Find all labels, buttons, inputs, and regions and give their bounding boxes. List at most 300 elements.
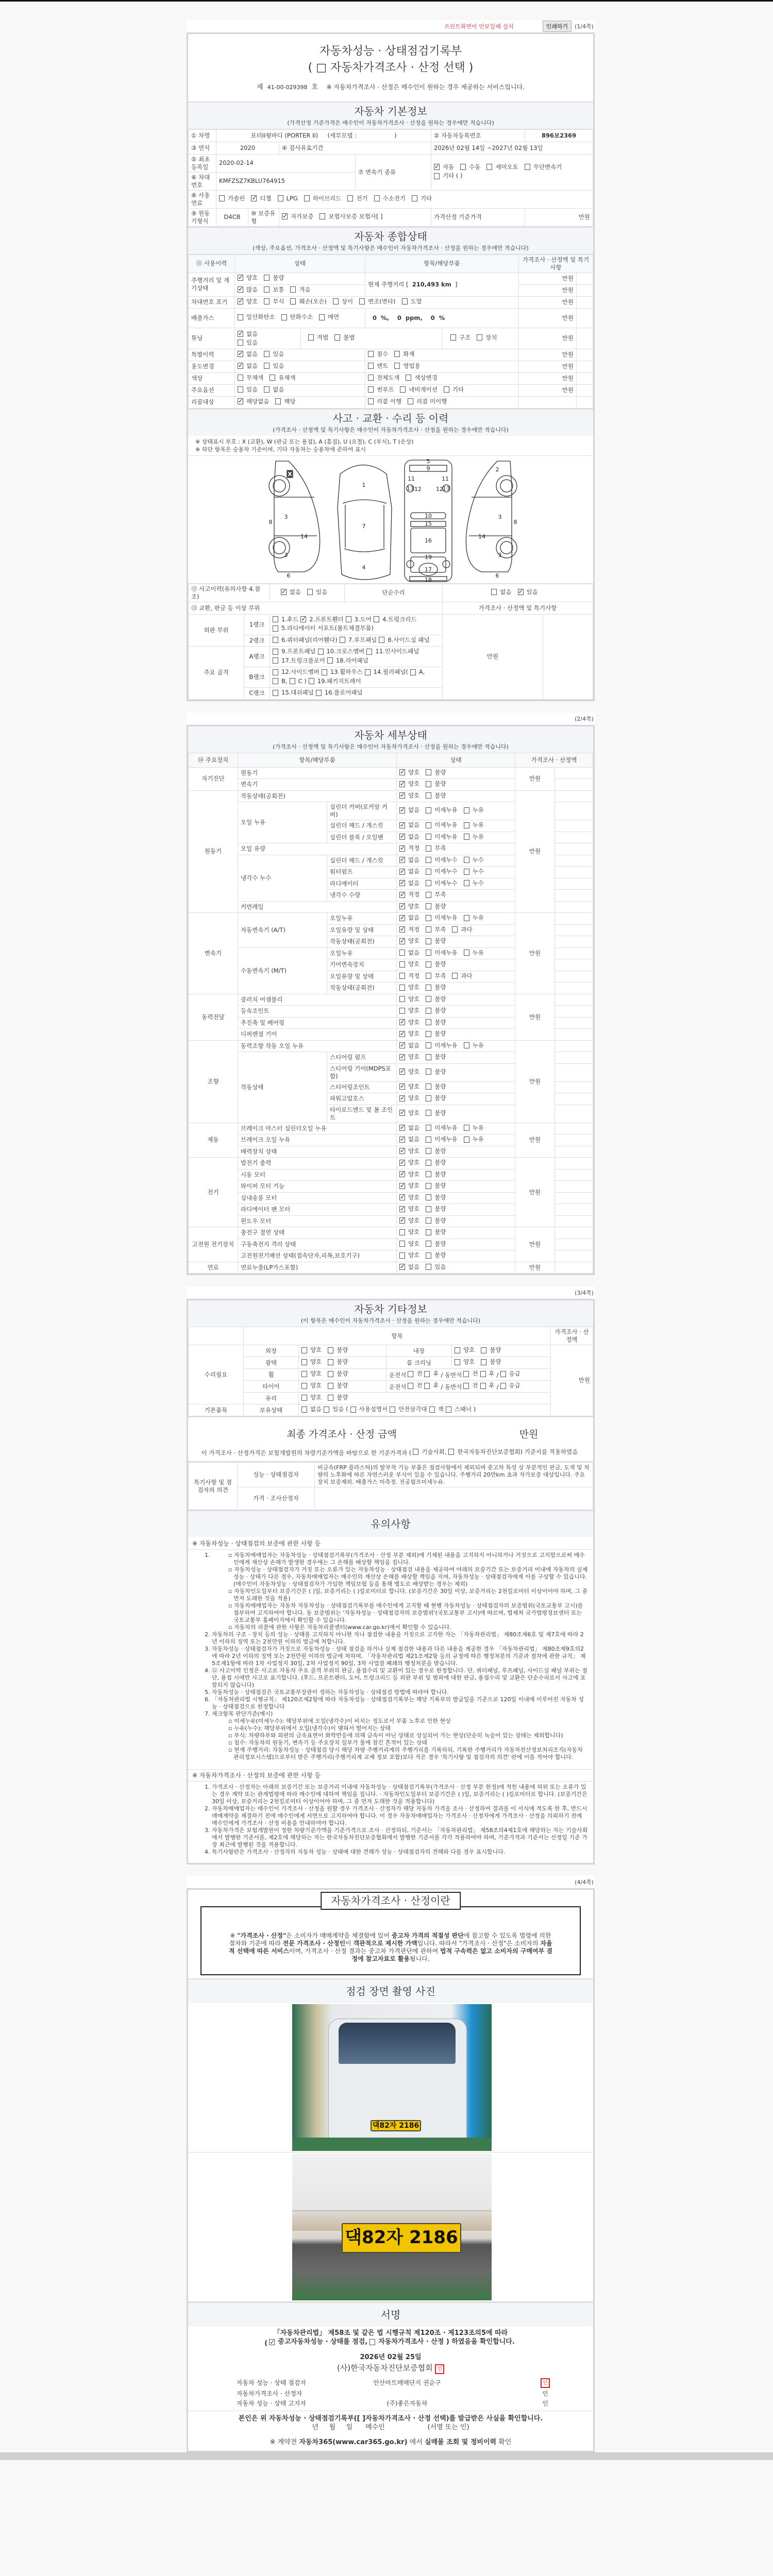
- unchecked-box-icon: [368, 363, 374, 369]
- row-label: 주행거리 및 계기상태: [189, 273, 235, 296]
- unchecked-box-icon: [328, 1347, 333, 1353]
- unchecked-box-icon: [308, 334, 314, 341]
- car-name: 포터II윙바디 (PORTER II) (세부모델 : ): [216, 129, 431, 142]
- unchecked-box-icon: [410, 669, 416, 675]
- unchecked-box-icon: [408, 1371, 413, 1377]
- option-label: 불량: [337, 1394, 348, 1401]
- price-cell: [555, 867, 593, 878]
- option-label: 양호: [463, 1346, 475, 1354]
- unchecked-box-icon: [328, 1383, 333, 1389]
- option-checkbox: [264, 350, 284, 358]
- sub-item-label: 오일유량 및 상태: [327, 924, 397, 936]
- unchecked-box-icon: [426, 892, 431, 898]
- option-checkbox: [365, 668, 408, 676]
- option-checkbox: [399, 984, 419, 991]
- option-checkbox: [273, 668, 320, 676]
- part-number-label: 3: [498, 551, 502, 558]
- checked-box-icon: [238, 331, 243, 337]
- unchecked-box-icon: [481, 1347, 486, 1353]
- sub-item-label: 워터펌프: [327, 867, 397, 878]
- signer-row: [188, 2389, 593, 2399]
- option-label: 보통: [273, 285, 284, 293]
- status-options: [397, 1006, 515, 1018]
- item-options: [365, 361, 519, 372]
- unchecked-box-icon: [290, 678, 295, 684]
- page-3: [187, 1286, 595, 1865]
- page-1: [187, 20, 595, 701]
- price-unit: 만원: [519, 349, 577, 361]
- option-checkbox: [464, 1042, 484, 1049]
- unchecked-box-icon: [319, 314, 325, 320]
- option-checkbox: [399, 914, 419, 922]
- part-number-label: 8: [268, 518, 273, 526]
- option-label: 양호: [408, 1067, 420, 1075]
- status-options: [397, 913, 515, 925]
- price-cell: [555, 1192, 593, 1204]
- option-label: 불량: [434, 1067, 446, 1075]
- signature-statement: [188, 2327, 593, 2374]
- unchecked-box-icon: [464, 834, 469, 840]
- option-label: 탄화수소: [290, 313, 313, 321]
- section-subtitle: (가격조사 · 산정액 및 특기사항은 매수인이 자동차가격조사 · 산정을 원하는 경우에만 적습니다): [273, 426, 509, 433]
- option-checkbox: [446, 1405, 476, 1413]
- unchecked-box-icon: [301, 1371, 307, 1377]
- status-options: [397, 1262, 515, 1274]
- record-number: 41-00-029398: [267, 84, 308, 91]
- label: ⑩ 보증유형: [248, 208, 279, 226]
- group-label: 외판 부위: [189, 614, 244, 647]
- option-label: 10.크로스멤버: [326, 648, 365, 655]
- option-checkbox: [399, 960, 419, 968]
- label: 가격산정 기준가격: [431, 208, 525, 226]
- unchecked-box-icon: [368, 398, 374, 404]
- option-label: 적정: [408, 844, 420, 852]
- option-label: 불량: [434, 1053, 446, 1060]
- checked-box-icon: [399, 1125, 405, 1131]
- notice-item: [212, 1667, 588, 1689]
- unchecked-box-icon: [394, 351, 400, 357]
- option-label: 불량: [434, 780, 446, 787]
- option-checkbox: [304, 195, 342, 202]
- option-label: 누유: [472, 948, 484, 956]
- option-label: 불량: [434, 1082, 446, 1090]
- option-label: 누유: [472, 1124, 484, 1131]
- price-cell: [555, 994, 593, 1006]
- unchecked-box-icon: [455, 1347, 460, 1353]
- checked-box-icon: [238, 298, 243, 304]
- unchecked-box-icon: [238, 375, 243, 381]
- option-label: 전: [472, 1370, 478, 1378]
- option-label: 불량: [434, 1147, 446, 1155]
- row-label: 특별이력: [189, 349, 235, 361]
- option-label: 양호: [408, 937, 420, 944]
- unchecked-box-icon: [273, 616, 278, 622]
- status-options: [235, 308, 365, 328]
- option-checkbox: [426, 879, 457, 887]
- section-title: 점검 장면 촬영 사진: [346, 1985, 435, 1997]
- option-label: 불량: [434, 1094, 446, 1101]
- option-label: 불량: [337, 1358, 348, 1366]
- option-label: 불량: [434, 791, 446, 799]
- item-label: 휠: [244, 1369, 299, 1381]
- sub-item-label: 실린더 헤드 / 개스킷: [327, 820, 397, 832]
- option-label: 없음: [408, 1263, 420, 1270]
- section-subtitle: (이 항목은 매수인이 자동차가격조사 · 산정을 원하는 경우에만 적습니다): [300, 1317, 481, 1324]
- part-number-label: 9: [426, 465, 430, 472]
- signers-table: [188, 2377, 593, 2409]
- checked-box-icon: [399, 845, 405, 852]
- unchecked-box-icon: [426, 1241, 431, 1247]
- price-unit: 만원: [515, 1262, 555, 1274]
- option-label: 불량: [434, 1030, 446, 1037]
- col-header: ⑭ 주요장치: [189, 753, 238, 767]
- option-label: 적음: [299, 285, 311, 293]
- car365-link[interactable]: 자동차365(www.car365.go.kr): [299, 2438, 408, 2446]
- checked-box-icon: [518, 589, 524, 595]
- option-checkbox: [328, 1370, 348, 1378]
- option-checkbox: [273, 624, 374, 632]
- option-checkbox: [264, 286, 284, 294]
- sub-item-label: 실린더 헤드 / 개스킷: [327, 855, 397, 867]
- section-title: 유의사항: [371, 1518, 411, 1530]
- status-options: [397, 1158, 515, 1170]
- option-label: 리콜 미이행: [416, 397, 447, 405]
- label: ⑨ 원동기형식: [189, 208, 216, 226]
- unchecked-box-icon: [426, 769, 431, 775]
- option-label: 전: [416, 1370, 423, 1378]
- item-label: 충전구 절연 상태: [238, 1227, 397, 1239]
- notice-item: [212, 1849, 588, 1856]
- option-checkbox: [399, 1042, 419, 1049]
- status-options: [397, 1227, 515, 1239]
- option-prefix: (: [264, 2339, 268, 2347]
- checked-box-icon: [399, 781, 405, 787]
- option-checkbox: [301, 1405, 322, 1413]
- option-label: 스패너 ): [454, 1405, 476, 1413]
- option-label: 불법: [343, 333, 355, 341]
- unchecked-box-icon: [426, 792, 431, 799]
- checked-box-icon: [399, 915, 405, 921]
- option-label: 기타: [421, 194, 432, 202]
- unchecked-box-icon: [463, 1383, 469, 1389]
- option-prefix: /: [496, 1383, 499, 1391]
- row-label: 수리필요: [189, 1345, 244, 1404]
- unchecked-box-icon: [399, 1241, 405, 1247]
- option-label: 양호: [408, 1082, 420, 1090]
- item-label: 고전원전기배선 상태(접속단자,피복,보호기구): [238, 1250, 397, 1262]
- option-checkbox: [368, 386, 394, 394]
- option-checkbox: [238, 339, 298, 347]
- option-prefix: 이 가격조사 · 산정가격은 보험개발원의 차량기준가액을 바탕으로 한 기준가격과 (: [201, 1449, 412, 1456]
- status-options: [397, 947, 515, 959]
- option-checkbox: [270, 374, 295, 382]
- unchecked-box-icon: [426, 961, 431, 968]
- option-label: 17.트렁크플로어: [281, 656, 325, 664]
- option-label: 적법: [317, 333, 329, 341]
- option-checkbox: [426, 1094, 446, 1102]
- sub-item-label: 기어변속장치: [327, 959, 397, 971]
- item-label: 윈도우 모터: [238, 1215, 397, 1227]
- option-label: 잭: [438, 1405, 444, 1413]
- model-year: 2020: [216, 142, 279, 154]
- section-title: 사고 · 교환 · 수리 등 이력: [332, 412, 449, 425]
- checked-box-icon: [399, 792, 405, 799]
- notice-subitem: ▫ 부식: 차량하부와 외판의 금속표면이 화학반응에 의해 금속이 아닌 상태로 상실되어 가는 현상(단순히 녹슬어 있는 상태는 제외합니다): [233, 1732, 588, 1739]
- option-checkbox: [399, 856, 419, 864]
- price-unit: 만원: [519, 284, 577, 296]
- unchecked-box-icon: [426, 1229, 431, 1235]
- option-checkbox: [374, 195, 406, 202]
- option-checkbox: [399, 1124, 419, 1132]
- option-checkbox: [347, 195, 367, 202]
- option-checkbox: [426, 1136, 457, 1143]
- option-checkbox: [426, 1068, 446, 1076]
- unchecked-box-icon: [399, 1229, 405, 1235]
- intro-segment: 이며, 가격조사 · 산정 결과는 중고차 가격판단에 관하여: [289, 1947, 441, 1955]
- item-label: 타이어: [244, 1381, 299, 1393]
- unchecked-box-icon: [450, 334, 456, 341]
- unchecked-box-icon: [426, 915, 431, 921]
- item-label: 오일 누유: [238, 802, 327, 843]
- price-unit: 만원: [519, 273, 577, 284]
- document-title: [188, 34, 593, 101]
- option-label: 양호: [408, 995, 420, 1003]
- option-checkbox: [464, 914, 484, 922]
- option-label: 침수: [377, 350, 389, 358]
- col-header: 가격조사 · 산정액: [551, 1327, 593, 1345]
- option-label: 없음: [289, 588, 301, 596]
- option-label: 불량: [434, 1182, 446, 1189]
- status-options: [397, 790, 515, 802]
- price-unit: 만원: [519, 328, 577, 349]
- inspection-validity: 2026년 02월 14일 ~2027년 02월 13일: [431, 142, 593, 154]
- item-label: 브레이크 마스터 실린더오일 누유: [238, 1123, 397, 1134]
- option-label: 수소전기: [382, 194, 406, 202]
- group-label: 조향: [189, 1040, 238, 1123]
- option-label: 18.리어패널: [335, 656, 368, 664]
- option-label: 미세누유: [434, 914, 458, 921]
- signer-role: 자동차가격조사 · 산정자: [237, 2389, 303, 2397]
- item-label: 외장: [244, 1345, 299, 1357]
- option-label: 기술사회,: [422, 1448, 447, 1455]
- current-mileage: 210,493 km: [412, 280, 451, 288]
- option-checkbox: [424, 1370, 439, 1378]
- option-label: 양호: [408, 780, 420, 787]
- option-checkbox: [426, 1159, 446, 1166]
- unchecked-box-icon: [301, 1395, 307, 1401]
- unchecked-box-icon: [412, 195, 417, 201]
- unchecked-box-icon: [408, 1383, 413, 1389]
- price-unit: 만원: [515, 1123, 555, 1158]
- price-cell: [555, 820, 593, 832]
- part-number-label: 13: [443, 485, 450, 492]
- rank-parts: [270, 614, 443, 635]
- option-label: 양호: [408, 1109, 420, 1116]
- unchecked-box-icon: [426, 1194, 431, 1200]
- option-checkbox: [426, 1053, 446, 1061]
- notice-text: 자동차가격은 보험개발원이 정한 차량기준가액을 기준가격으로 조사 · 산정하되, 기준서는 「자동차관리법」 제58조의4제1호에 해당하는 자는 기술사회에서 발행한 기준서를, 제2호에 해당하는 자는 한국자동차진단보증협회에서 발행한 기준서를 각각 적용하여야 하며, 기준가격과 기준서는 산정일 기준 가장 최근에 발행된 것을 적용합니다.: [212, 1827, 588, 1848]
- option-label: 수동: [469, 163, 481, 171]
- option-label: 없음: [408, 948, 420, 956]
- option-label: 적정: [408, 925, 420, 933]
- notice-subitem: ▫ 자동차인도일부터 보증기간은 ( )일, 보증거리는 ( )킬로미터로 합니다. (보증기간은 30일 이상, 보증거리는 2천킬로미터 이상이어야 하며, 그 중 먼저 도래한 것을 적용): [233, 1588, 588, 1602]
- option-label: 불량: [434, 1170, 446, 1178]
- option-label: 불량: [434, 1018, 446, 1026]
- unchecked-box-icon: [426, 1019, 431, 1025]
- option-label: 있음: [526, 588, 538, 596]
- option-checkbox: [426, 806, 457, 814]
- notice-item: [212, 1710, 588, 1761]
- unchecked-box-icon: [452, 973, 458, 979]
- sub-item-label: 오일유량 및 상태: [327, 971, 397, 982]
- option-checkbox: [408, 1370, 422, 1378]
- unchecked-box-icon: [273, 625, 278, 632]
- status-options: [397, 982, 515, 994]
- unchecked-box-icon: [424, 1371, 430, 1377]
- option-checkbox: [308, 334, 328, 342]
- item-label: 동력조향 작동 오일 누유: [238, 1040, 397, 1052]
- unchecked-box-icon: [455, 1359, 460, 1365]
- price-unit: 만원: [443, 614, 543, 699]
- row-label: 성능 · 상태점검자: [238, 1463, 315, 1487]
- option-checkbox: [278, 195, 298, 202]
- option-label: 양호: [408, 1205, 420, 1212]
- notice-item: [212, 1631, 588, 1646]
- part-number-label: 17: [425, 566, 432, 573]
- price-cell: [543, 614, 593, 699]
- notice-heading: ※ 자동차성능 · 상태점검의 보증에 관한 사항 등: [188, 1538, 593, 1550]
- unchecked-box-icon: [426, 1031, 431, 1037]
- option-checkbox: [426, 769, 446, 776]
- option-label: 미세누유: [434, 833, 458, 840]
- option-label: 렌트: [377, 362, 389, 369]
- item-label: 클러치 어셈블리: [238, 994, 397, 1006]
- detail-row: [189, 1262, 593, 1274]
- option-checkbox: [426, 1007, 446, 1014]
- unchecked-box-icon: [426, 1160, 431, 1166]
- status-options: [397, 767, 515, 779]
- unchecked-box-icon: [273, 649, 278, 655]
- option-checkbox: [264, 386, 284, 394]
- rear-window-line: [344, 549, 385, 552]
- rank-parts: [270, 688, 443, 700]
- item-label: 구동축전지 격리 상태: [238, 1239, 397, 1250]
- item-options: [365, 396, 519, 408]
- option-checkbox: [426, 792, 446, 800]
- unchecked-box-icon: [426, 869, 431, 875]
- option-checkbox: [426, 1147, 446, 1155]
- checked-box-icon: [399, 1160, 405, 1166]
- option-checkbox: [281, 313, 313, 321]
- row-label: 배출가스: [189, 308, 235, 328]
- section-title: 자동차 기타정보: [354, 1303, 427, 1315]
- option-checkbox: [399, 806, 419, 814]
- appraisal-info-box: [200, 1894, 581, 1975]
- option-checkbox: [399, 1217, 419, 1225]
- other-info-table: [188, 1327, 593, 1416]
- option-checkbox: [525, 163, 562, 171]
- mileage-label: 현재 주행거리 [: [368, 280, 409, 288]
- option-label: 있음: [273, 362, 284, 369]
- unchecked-box-icon: [379, 637, 384, 643]
- legend-note: ※ 상태표시 부호 : X (교환), W (판금 또는 용접), A (흠집), U (요철), C (부식), T (손상): [195, 438, 414, 445]
- price-cell: [555, 890, 593, 902]
- print-button[interactable]: 인쇄하기: [543, 21, 572, 32]
- option-checkbox: [426, 821, 457, 829]
- option-checkbox: [426, 995, 446, 1003]
- option-checkbox: [399, 1068, 419, 1076]
- footer-text: 에서: [407, 2438, 425, 2446]
- option-checkbox: [464, 949, 484, 957]
- option-label: 하이브리드: [312, 194, 342, 202]
- unchecked-box-icon: [406, 375, 411, 381]
- option-label: 디젤: [260, 194, 272, 202]
- option-checkbox: [399, 1030, 419, 1038]
- option-label: 자동: [443, 163, 455, 171]
- option-checkbox: [368, 398, 401, 405]
- sub-item-label: 스티어링 펌프: [327, 1052, 397, 1064]
- status-options: [235, 284, 365, 296]
- unchecked-box-icon: [275, 398, 281, 404]
- option-label: 미세누유: [434, 948, 458, 956]
- col-header: 항목/해당부품: [238, 753, 397, 767]
- unchecked-box-icon: [399, 1252, 405, 1259]
- price-cell: [555, 1250, 593, 1262]
- option-checkbox: [426, 949, 457, 957]
- checked-box-icon: [300, 616, 306, 622]
- install-link[interactable]: 프린트화면이 안보일때 설치: [444, 23, 514, 30]
- status-options: [397, 867, 515, 878]
- option-checkbox: [328, 1394, 348, 1401]
- item-label: 유리: [244, 1393, 299, 1404]
- page-indicator: (3/4쪽): [575, 1290, 594, 1296]
- item-label: 보유상태: [244, 1404, 299, 1416]
- unchecked-box-icon: [426, 1183, 431, 1189]
- label: ⑦ 변속기 종류: [356, 154, 431, 190]
- notice-item: [212, 1646, 588, 1667]
- options: [452, 1345, 551, 1357]
- option-label: 양호: [408, 768, 420, 776]
- part-number-label: 11: [408, 475, 415, 482]
- unchecked-box-icon: [264, 275, 270, 281]
- notice-text: 특기사항란은 가격조사 · 산정자의 자동차 성능 · 상태에 대한 견해가 성능 · 상태점검자의 견해와 다를 경우 표시합니다.: [212, 1849, 506, 1855]
- price-cell: [555, 936, 593, 948]
- option-label: 없음: [408, 868, 420, 875]
- option-label: LPG: [286, 194, 298, 202]
- option-label: 미세누유: [434, 1136, 458, 1143]
- intro-segment: ※: [230, 1932, 238, 1939]
- price-cell: [555, 1093, 593, 1105]
- rank-parts: [270, 635, 443, 647]
- option-checkbox: [399, 868, 419, 875]
- unchecked-box-icon: [273, 690, 278, 696]
- unchecked-box-icon: [264, 286, 270, 293]
- option-checkbox: [464, 1136, 484, 1143]
- unchecked-box-icon: [399, 950, 405, 956]
- price-cell: [555, 1052, 593, 1064]
- part-number-label: 14: [300, 533, 308, 540]
- part-number-label: 10: [425, 512, 432, 519]
- unchecked-box-icon: [264, 363, 270, 369]
- option-label: 영업용: [403, 362, 421, 369]
- no-suffix: 호: [311, 83, 318, 91]
- price-cell: [555, 1146, 593, 1158]
- price-unit: 만원: [519, 361, 577, 372]
- rank-label: 1랭크: [244, 614, 270, 635]
- wheelhouse-icon: [443, 561, 450, 568]
- status-options: [397, 843, 515, 855]
- photo-rear: [188, 2153, 593, 2302]
